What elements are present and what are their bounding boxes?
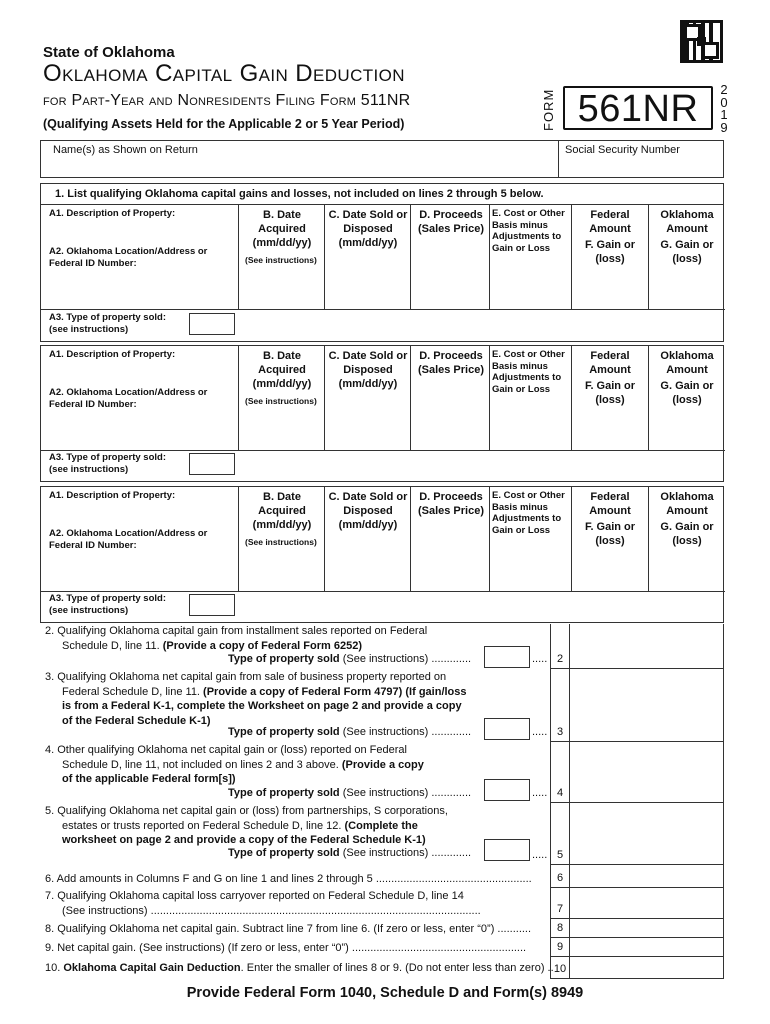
line1-instruction: 1. List qualifying Oklahoma capital gains and losses, not included on lines 2 through 5 below. <box>40 183 724 205</box>
b-date-acquired-header: B. Date Acquired (mm/dd/yy) <box>252 491 312 531</box>
a1-description-label[interactable]: A1. Description of Property: <box>49 349 176 360</box>
line2-amount[interactable] <box>570 624 724 668</box>
property-block-2 <box>40 345 724 482</box>
d-proceeds-header: D. Proceeds (Sales Price) <box>417 491 485 517</box>
line9-amount[interactable] <box>570 938 724 956</box>
line10-text: 10. Oklahoma Capital Gain Deduction. Enter the smaller of lines 8 or 9. (Do not enter less than zero) .. <box>45 962 554 974</box>
line2-type-label: Type of property sold (See instructions) ............. <box>228 653 472 665</box>
state-label: State of Oklahoma <box>43 44 175 61</box>
ssn-field[interactable]: Social Security Number <box>565 144 680 156</box>
line4-number: 4 <box>556 787 564 799</box>
lines-2-to-10 <box>40 624 724 984</box>
a2-location-label[interactable]: A2. Oklahoma Location/Address or Federal ID Number: <box>49 246 208 269</box>
form-title: Oklahoma Capital Gain Deduction <box>43 60 405 87</box>
a3-type-input[interactable] <box>189 453 235 475</box>
taxpayer-row <box>40 140 724 178</box>
line2-type-input[interactable] <box>484 646 530 668</box>
line3-number: 3 <box>556 726 564 738</box>
line7-text: 7. Qualifying Oklahoma capital loss carryover reported on Federal Schedule D, line 14 (See instructions) ............................................................................................................ <box>45 890 481 917</box>
line3-text: 3. Qualifying Oklahoma net capital gain from sale of business property reported on Federal Schedule D, line 11. (Provide a copy of Federal Form 4797) (If gain/loss is from a Federal K-1, complete the Worksheet on page 2 and provide a copy of the Federal Schedule K-1) <box>45 671 467 727</box>
a3-type-input[interactable] <box>189 594 235 616</box>
form-word-label: FORM <box>541 88 556 131</box>
b-see-instructions: (See instructions) <box>245 255 317 265</box>
d-proceeds-header: D. Proceeds (Sales Price) <box>417 209 485 235</box>
line4-type-label: Type of property sold (See instructions) ............. <box>228 787 472 799</box>
line8-number: 8 <box>556 922 564 934</box>
line5-amount[interactable] <box>570 803 724 864</box>
a3-type-label: A3. Type of property sold: (see instructions) <box>49 452 167 475</box>
line5-text: 5. Qualifying Oklahoma net capital gain or (loss) from partnerships, S corporations, estates or trusts reported on Federal Schedule D, line 12. (Complete the worksheet on page 2 and provide a copy of the Federal Schedule K-1) <box>45 805 448 846</box>
federal-amount-header: Federal Amount <box>589 350 631 376</box>
year-digit: 1 <box>720 107 728 122</box>
line4-text: 4. Other qualifying Oklahoma net capital gain or (loss) reported on Federal Schedule D, line 11, not included on lines 2 and 3 above. (Provide a copy of the applicable Federal form[s]) <box>45 744 424 785</box>
line5-type-input[interactable] <box>484 839 530 861</box>
line3-type-input[interactable] <box>484 718 530 740</box>
g-gain-loss-header: G. Gain or (loss) <box>660 521 714 547</box>
line8-amount[interactable] <box>570 919 724 937</box>
line10-number: 10 <box>553 963 567 975</box>
line9-text: 9. Net capital gain. (See instructions) (If zero or less, enter “0”) ......................................................... <box>45 942 527 954</box>
line8-text: 8. Qualifying Oklahoma net capital gain. Subtract line 7 from line 6. (If zero or less, enter “0”) ........... <box>45 923 532 935</box>
e-cost-basis-header: E. Cost or Other Basis minus Adjustments to Gain or Loss <box>492 349 565 395</box>
a2-location-label[interactable]: A2. Oklahoma Location/Address or Federal ID Number: <box>49 528 208 551</box>
line4-amount[interactable] <box>570 742 724 802</box>
a3-type-label: A3. Type of property sold: (see instructions) <box>49 593 167 616</box>
line2-text: 2. Qualifying Oklahoma capital gain from installment sales reported on Federal Schedule D, line 11. (Provide a copy of Federal Form 6252) <box>45 625 428 652</box>
form-subtitle: for Part-Year and Nonresidents Filing Form 511NR <box>43 92 411 109</box>
line2-dots: ..... <box>532 653 548 665</box>
line5-number: 5 <box>556 849 564 861</box>
line10-amount[interactable] <box>570 957 724 978</box>
name-field[interactable]: Name(s) as Shown on Return <box>53 144 198 156</box>
qr-code-icon <box>680 20 723 63</box>
line3-amount[interactable] <box>570 669 724 741</box>
line7-amount[interactable] <box>570 888 724 918</box>
a1-description-label[interactable]: A1. Description of Property: <box>49 208 176 219</box>
a3-type-input[interactable] <box>189 313 235 335</box>
oklahoma-amount-header: Oklahoma Amount <box>660 350 714 376</box>
a1-description-label[interactable]: A1. Description of Property: <box>49 490 176 501</box>
line5-type-label: Type of property sold (See instructions) ............. <box>228 847 472 859</box>
b-date-acquired-header: B. Date Acquired (mm/dd/yy) <box>252 350 312 390</box>
form-number: 561NR <box>563 86 713 130</box>
e-cost-basis-header: E. Cost or Other Basis minus Adjustments to Gain or Loss <box>492 490 565 536</box>
c-date-sold-header: C. Date Sold or Disposed (mm/dd/yy) <box>328 491 408 531</box>
line3-type-label: Type of property sold (See instructions) ............. <box>228 726 472 738</box>
federal-amount-header: Federal Amount <box>589 491 631 517</box>
a2-location-label[interactable]: A2. Oklahoma Location/Address or Federal ID Number: <box>49 387 208 410</box>
c-date-sold-header: C. Date Sold or Disposed (mm/dd/yy) <box>328 350 408 390</box>
d-proceeds-header: D. Proceeds (Sales Price) <box>417 350 485 376</box>
line4-dots: ..... <box>532 787 548 799</box>
oklahoma-amount-header: Oklahoma Amount <box>660 491 714 517</box>
line2-number: 2 <box>556 653 564 665</box>
f-gain-loss-header: F. Gain or (loss) <box>584 239 636 265</box>
a3-type-label: A3. Type of property sold: (see instructions) <box>49 312 167 335</box>
year-digit: 2 <box>720 82 728 97</box>
year-digit: 0 <box>720 94 728 110</box>
oklahoma-amount-header: Oklahoma Amount <box>660 209 714 235</box>
b-see-instructions: (See instructions) <box>245 537 317 547</box>
line5-dots: ..... <box>532 849 548 861</box>
footer-note: Provide Federal Form 1040, Schedule D and Form(s) 8949 <box>186 985 584 1001</box>
g-gain-loss-header: G. Gain or (loss) <box>660 239 714 265</box>
year-digit: 9 <box>720 119 728 135</box>
property-block-1 <box>40 205 724 342</box>
f-gain-loss-header: F. Gain or (loss) <box>584 380 636 406</box>
b-date-acquired-header: B. Date Acquired (mm/dd/yy) <box>252 209 312 249</box>
line6-amount[interactable] <box>570 865 724 887</box>
c-date-sold-header: C. Date Sold or Disposed (mm/dd/yy) <box>328 209 408 249</box>
line4-type-input[interactable] <box>484 779 530 801</box>
federal-amount-header: Federal Amount <box>589 209 631 235</box>
line7-number: 7 <box>556 903 564 915</box>
g-gain-loss-header: G. Gain or (loss) <box>660 380 714 406</box>
line6-number: 6 <box>556 872 564 884</box>
tax-year <box>716 84 732 134</box>
line6-text: 6. Add amounts in Columns F and G on line 1 and lines 2 through 5 ................................................... <box>45 873 532 885</box>
line3-dots: ..... <box>532 726 548 738</box>
qualifying-note: (Qualifying Assets Held for the Applicable 2 or 5 Year Period) <box>43 117 405 131</box>
line9-number: 9 <box>556 941 564 953</box>
f-gain-loss-header: F. Gain or (loss) <box>584 521 636 547</box>
property-block-3 <box>40 486 724 623</box>
e-cost-basis-header: E. Cost or Other Basis minus Adjustments to Gain or Loss <box>492 208 565 254</box>
b-see-instructions: (See instructions) <box>245 396 317 406</box>
